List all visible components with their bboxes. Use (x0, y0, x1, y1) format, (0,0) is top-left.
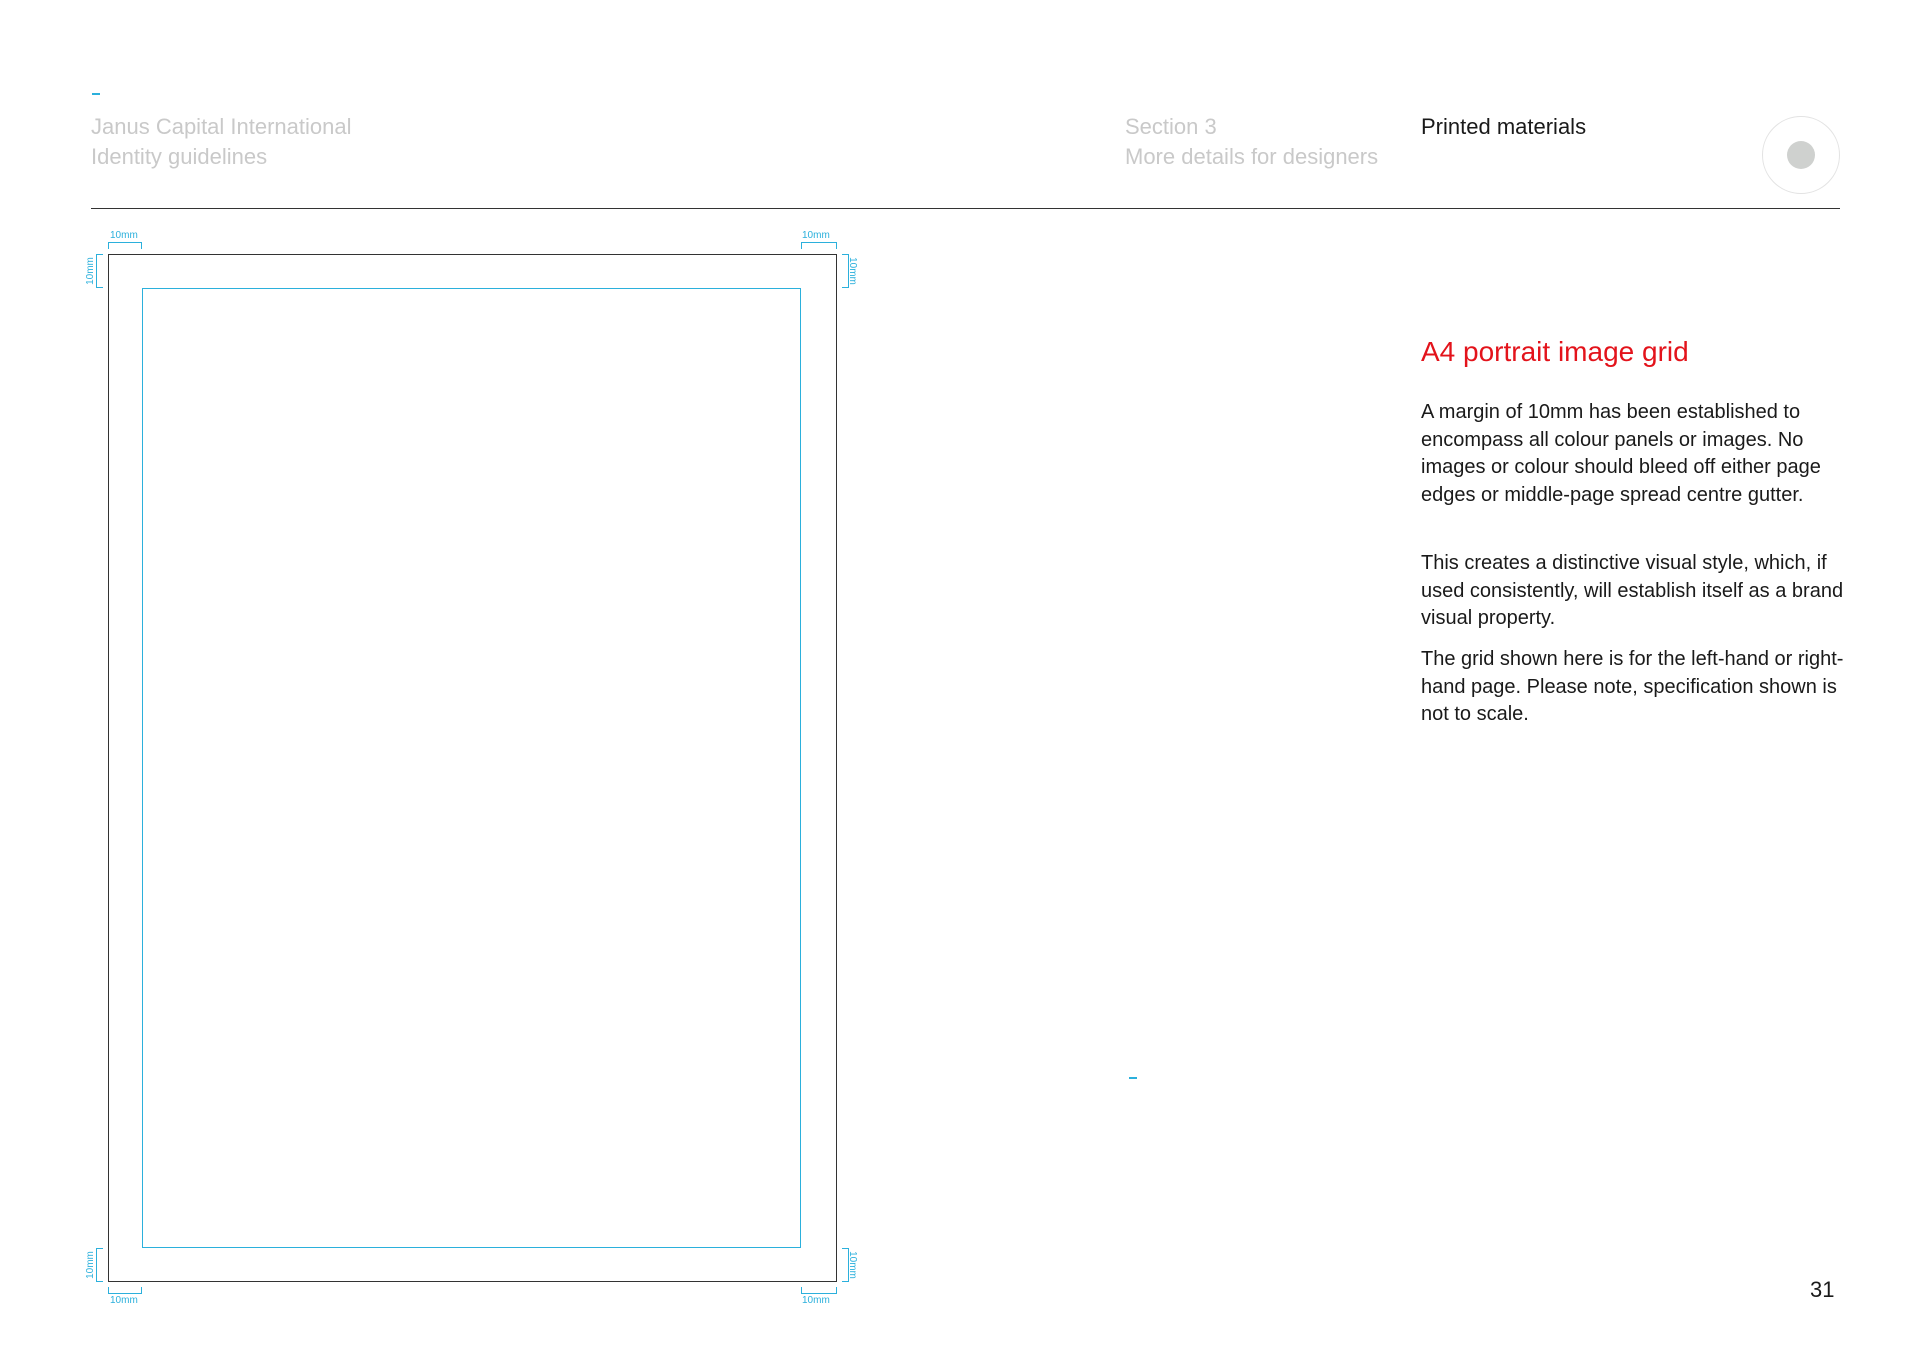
dimension-label-top-left: 10mm (110, 230, 138, 241)
dimension-bottom-left (108, 1287, 142, 1294)
dimension-top-left (108, 242, 142, 249)
body-paragraph-2: This creates a distinctive visual style, which, if used consistently, will establish itself as a brand visual property. (1421, 552, 1844, 630)
dimension-label-bottom-right: 10mm (802, 1295, 830, 1306)
dimension-left-bottom (96, 1248, 103, 1282)
header-section (1125, 112, 1378, 172)
body-paragraph-3: The grid shown here is for the left-hand or right-hand page. Please note, specification shown is not to scale. (1421, 648, 1844, 726)
dimension-label-right-top: 10mm (847, 257, 858, 285)
dimension-label-left-bottom: 10mm (85, 1251, 96, 1279)
section-number: Section 3 (1125, 114, 1217, 139)
header-company (91, 112, 352, 172)
dimension-bottom-right (801, 1287, 837, 1294)
image-margin-outline (142, 288, 801, 1248)
company-name: Janus Capital International (91, 114, 352, 139)
section-indicator-dot-icon (1787, 141, 1815, 169)
header-divider (91, 208, 1840, 209)
dimension-label-left-top: 10mm (85, 257, 96, 285)
current-topic: Printed materials (1421, 114, 1587, 139)
dimension-top-right (801, 242, 837, 249)
dimension-label-bottom-left: 10mm (110, 1295, 138, 1306)
dimension-label-right-bottom: 10mm (847, 1251, 858, 1279)
mid-page-dash-mark (1129, 1077, 1137, 1079)
dimension-label-top-right: 10mm (802, 230, 830, 241)
section-title: More details for designers (1125, 144, 1379, 169)
section-heading: A4 portrait image grid (1421, 336, 1689, 367)
top-left-dash-mark (92, 93, 100, 95)
dimension-left-top (96, 254, 103, 288)
page-number: 31 (1810, 1277, 1835, 1302)
body-paragraph-1: A margin of 10mm has been established to encompass all colour panels or images. No images or colour should bleed off either page edges or middle-page spread centre gutter. (1421, 401, 1821, 506)
document-title: Identity guidelines (91, 144, 268, 169)
